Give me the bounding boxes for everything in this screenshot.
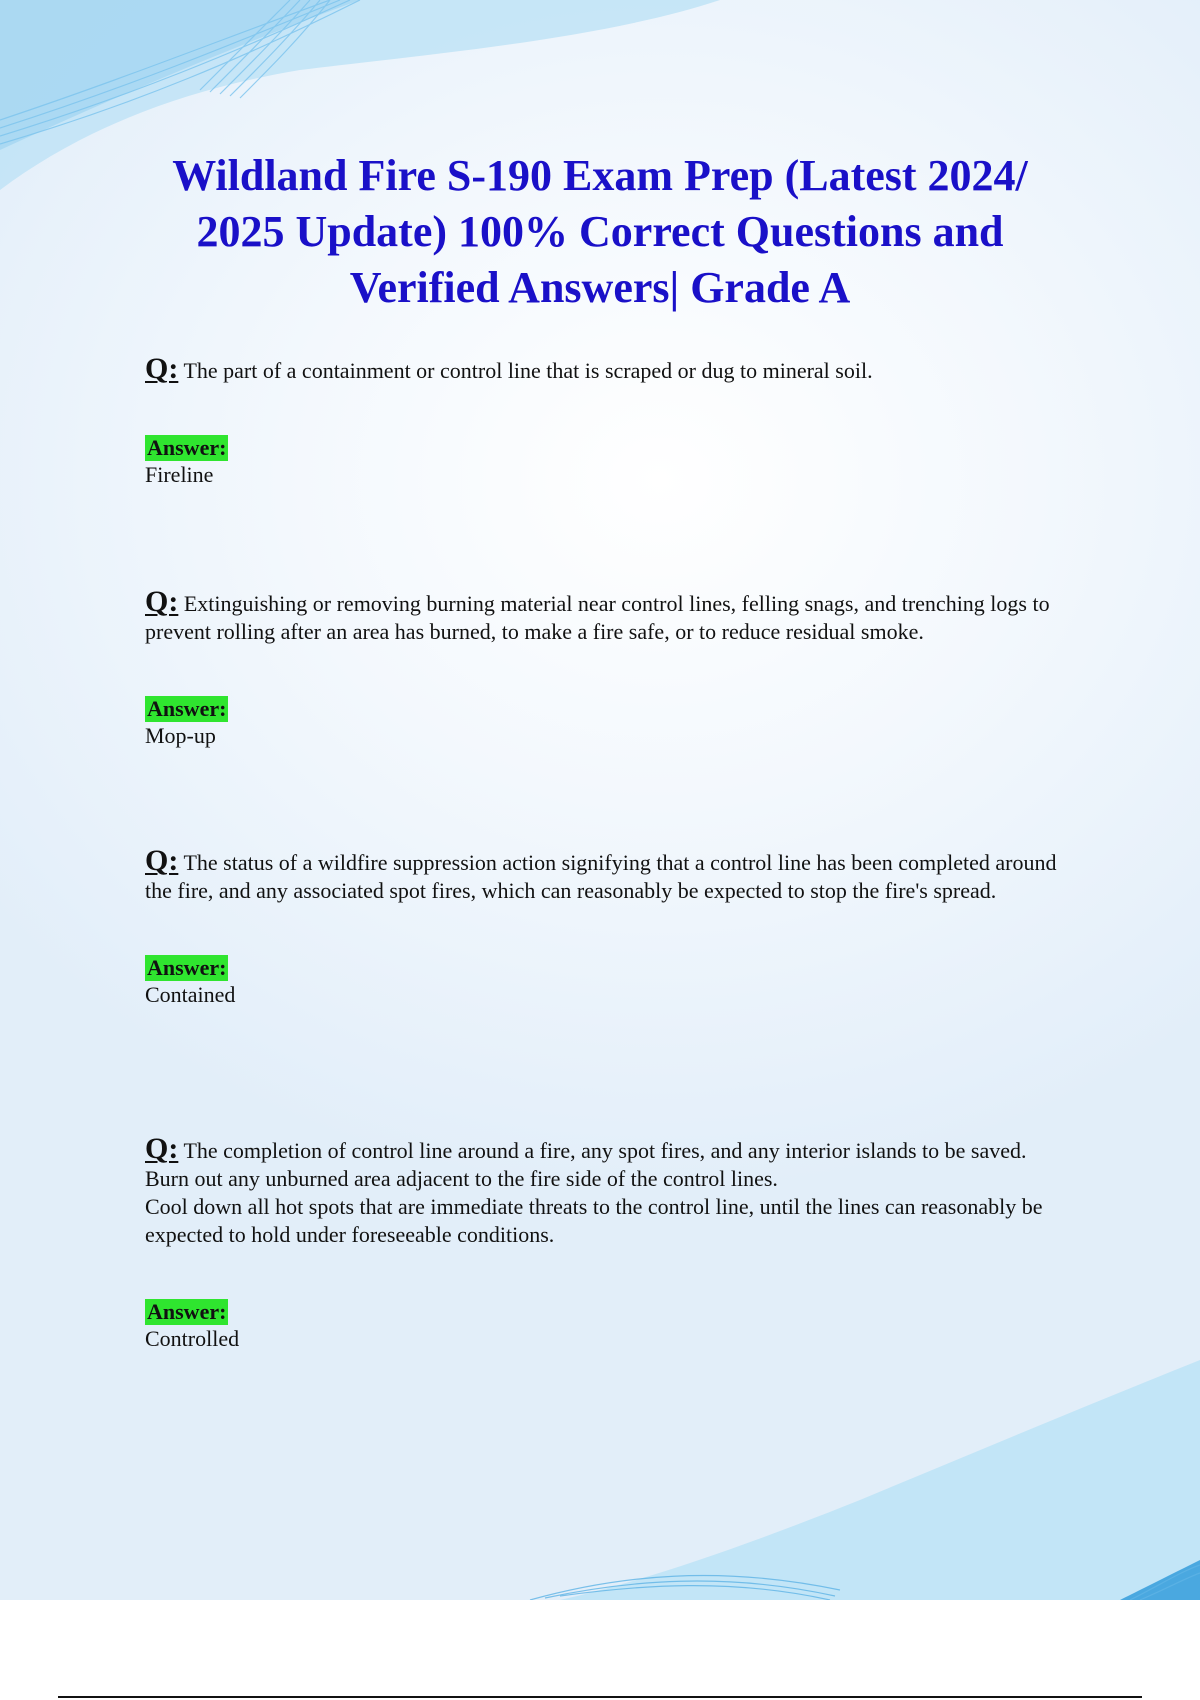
qa-item [145,585,1085,750]
question-text: The part of a containment or control line that is scraped or dug to mineral soil. [183,358,873,383]
question [145,1132,1085,1249]
document-title: Wildland Fire S-190 Exam Prep (Latest 2024/ 2025 Update) 100% Correct Questions and Verified Answers| Grade A [172,151,1028,312]
qa-item [145,352,1085,489]
qa-item [145,844,1085,1009]
answer-label: Answer: [147,1299,227,1324]
answer-text: Fireline [145,462,214,487]
answer-label: Answer: [147,955,227,980]
qa-item [145,1132,1085,1353]
footer-divider [58,1696,1142,1698]
answer-label: Answer: [147,696,227,721]
question [145,844,1085,905]
answer-text: Mop-up [145,723,216,748]
question [145,352,1085,385]
question-label: Q: [145,585,179,618]
answer-text: Controlled [145,1326,240,1351]
question-label: Q: [145,844,179,877]
question-label: Q: [145,1132,179,1165]
answer-text: Contained [145,982,236,1007]
question [145,585,1085,646]
question-text: The status of a wildfire suppression action signifying that a control line has been completed around the fire, and any associated spot fires, which can reasonably be expected to stop the fire's spread. [145,850,1057,903]
question-text: Extinguishing or removing burning material near control lines, felling snags, and trenching logs to prevent rolling after an area has burned, to make a fire safe, or to reduce residual smoke. [145,591,1050,644]
question-text: The completion of control line around a fire, any spot fires, and any interior islands to be saved. Burn out any unburned area adjacent to the fire side of the control lines. Cool down all hot spots that are immediate threats to the control line, until the lines can reasonably be expected to hold under foreseeable conditions. [145,1138,1043,1247]
question-label: Q: [145,352,179,385]
answer-label: Answer: [147,435,227,460]
